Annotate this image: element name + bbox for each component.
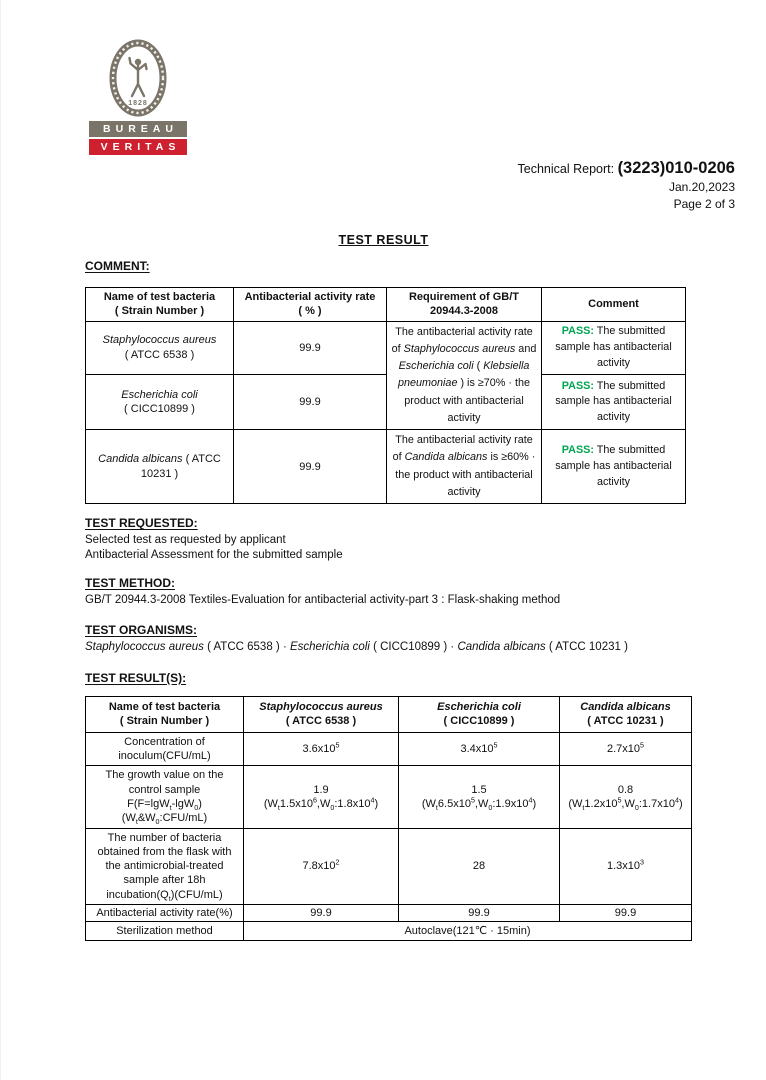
activity-rate-cell: 99.9	[234, 321, 387, 374]
result-table	[85, 696, 692, 942]
value-cell: 99.9	[399, 905, 560, 922]
value-cell: 1.5 $(W_t6.5x10^5,W_0:1.9x10^4)$	[399, 766, 560, 828]
row-label: Concentration of inoculum(CFU/mL)	[86, 732, 244, 766]
row-label: Sterilization method	[86, 922, 244, 941]
report-header	[518, 158, 736, 213]
activity-rate-cell: 99.9	[234, 374, 387, 429]
table-row-sterilization	[86, 922, 692, 941]
test-requested-heading: TEST REQUESTED:	[85, 516, 198, 531]
test-requested-line2: Antibacterial Assessment for the submitted sample	[85, 548, 343, 561]
test-requested-line1: Selected test as requested by applicant	[85, 534, 286, 547]
report-date: Jan.20,2023	[668, 180, 735, 195]
value-cell: $2.7x10^5$	[560, 732, 692, 766]
logo-bureau-box	[89, 121, 187, 137]
activity-rate-cell: 99.9	[234, 430, 387, 504]
table-row-growth-value	[86, 766, 692, 828]
bacteria-name-cell: Escherichia coli ( CICC10899 )	[86, 374, 234, 429]
col-header-staphylococcus: Staphylococcus aureus ( ATCC 6538 )	[244, 696, 399, 732]
requirement-cell-candida: The antibacterial activity rate of Candida albicans is ≥60% · the product with antibacterial activity	[387, 430, 542, 504]
table-row-bacteria-number	[86, 828, 692, 904]
table-row-staphylococcus	[86, 321, 686, 374]
comment-cell: PASS: The submitted sample has antibacterial activity	[542, 321, 686, 374]
bureau-veritas-logo	[89, 38, 187, 155]
sterilization-value-cell: Autoclave(121℃ · 15min)	[244, 922, 692, 941]
test-method-heading: TEST METHOD:	[85, 576, 175, 590]
test-organisms-list: Staphylococcus aureus ( ATCC 6538 ) · Escherichia coli ( CICC10899 ) · Candida albicans ( ATCC 10231 )	[85, 641, 628, 654]
pass-badge: PASS:	[561, 379, 594, 392]
comment-cell: PASS: The submitted sample has antibacterial activity	[542, 374, 686, 429]
row-label: The growth value on the control sample F(F=lgW$_t$-lgW$_0$) $(W_t\&W_0:CFU/mL)$	[86, 766, 244, 828]
comment-heading: COMMENT:	[85, 259, 150, 273]
value-cell: 99.9	[244, 905, 399, 922]
row-label: Antibacterial activity rate(%)	[86, 905, 244, 922]
value-cell: 1.9 $(W_t1.5x10^6,W_0:1.8x10^4)$	[244, 766, 399, 828]
comment-table-header-row	[86, 288, 686, 322]
test-results-heading: TEST RESULT(S):	[85, 670, 187, 685]
col-header-bacteria: Name of test bacteria ( Strain Number )	[86, 288, 234, 322]
bacteria-name-cell: Candida albicans ( ATCC 10231 )	[86, 430, 234, 504]
logo-bureau-label: BUREAU	[103, 123, 178, 135]
table-row-escherichia	[86, 374, 686, 429]
logo-veritas-label: VERITAS	[100, 141, 181, 153]
pass-badge: PASS:	[561, 444, 594, 457]
col-header-bacteria: Name of test bacteria ( Strain Number )	[86, 696, 244, 732]
result-table-header-row	[86, 696, 692, 732]
test-method-text: GB/T 20944.3-2008 Textiles-Evaluation for antibacterial activity-part 3 : Flask-shaking method	[85, 594, 561, 606]
table-row-candida	[86, 430, 686, 504]
col-header-requirement: Requirement of GB/T 20944.3-2008	[387, 288, 542, 322]
value-cell: 28	[399, 828, 560, 904]
value-cell: 0.8 $(W_t1.2x10^5,W_0:1.7x10^4)$	[560, 766, 692, 828]
comment-table	[85, 287, 686, 504]
report-number: (3223)010-0206	[617, 159, 735, 177]
requirement-cell-bacteria: The antibacterial activity rate of Staphylococcus aureus and Escherichia coli ( Klebsiella pneumoniae ) is ≥70% · the product with antibacterial activity	[387, 321, 542, 430]
value-cell: $3.6x10^5$	[244, 732, 399, 766]
col-header-comment: Comment	[542, 288, 686, 322]
emblem-year: 1828	[128, 100, 148, 107]
col-header-escherichia: Escherichia coli ( CICC10899 )	[399, 696, 560, 732]
test-organisms-heading: TEST ORGANISMS:	[85, 623, 198, 638]
value-cell: $3.4x10^5$	[399, 732, 560, 766]
page-title: TEST RESULT	[338, 233, 429, 247]
value-cell: $1.3x10^3$	[560, 828, 692, 904]
pass-badge: PASS:	[561, 325, 594, 338]
table-row-concentration	[86, 732, 692, 766]
value-cell: 99.9	[560, 905, 692, 922]
row-label: The number of bacteria obtained from the flask with the antimicrobial-treated sample after 18h $incubation(Q_t)(CFU/mL)$	[86, 828, 244, 904]
logo-veritas-box	[89, 139, 187, 155]
col-header-candida: Candida albicans ( ATCC 10231 )	[560, 696, 692, 732]
bureau-veritas-emblem-icon	[109, 38, 167, 118]
comment-cell: PASS: The submitted sample has antibacterial activity	[542, 430, 686, 504]
bacteria-name-cell: Staphylococcus aureus ( ATCC 6538 )	[86, 321, 234, 374]
value-cell: $7.8x10^2$	[244, 828, 399, 904]
table-row-activity-rate	[86, 905, 692, 922]
col-header-activity-rate: Antibacterial activity rate ( % )	[234, 288, 387, 322]
page-indicator: Page 2 of 3	[673, 197, 735, 212]
report-label: Technical Report:	[517, 162, 615, 176]
